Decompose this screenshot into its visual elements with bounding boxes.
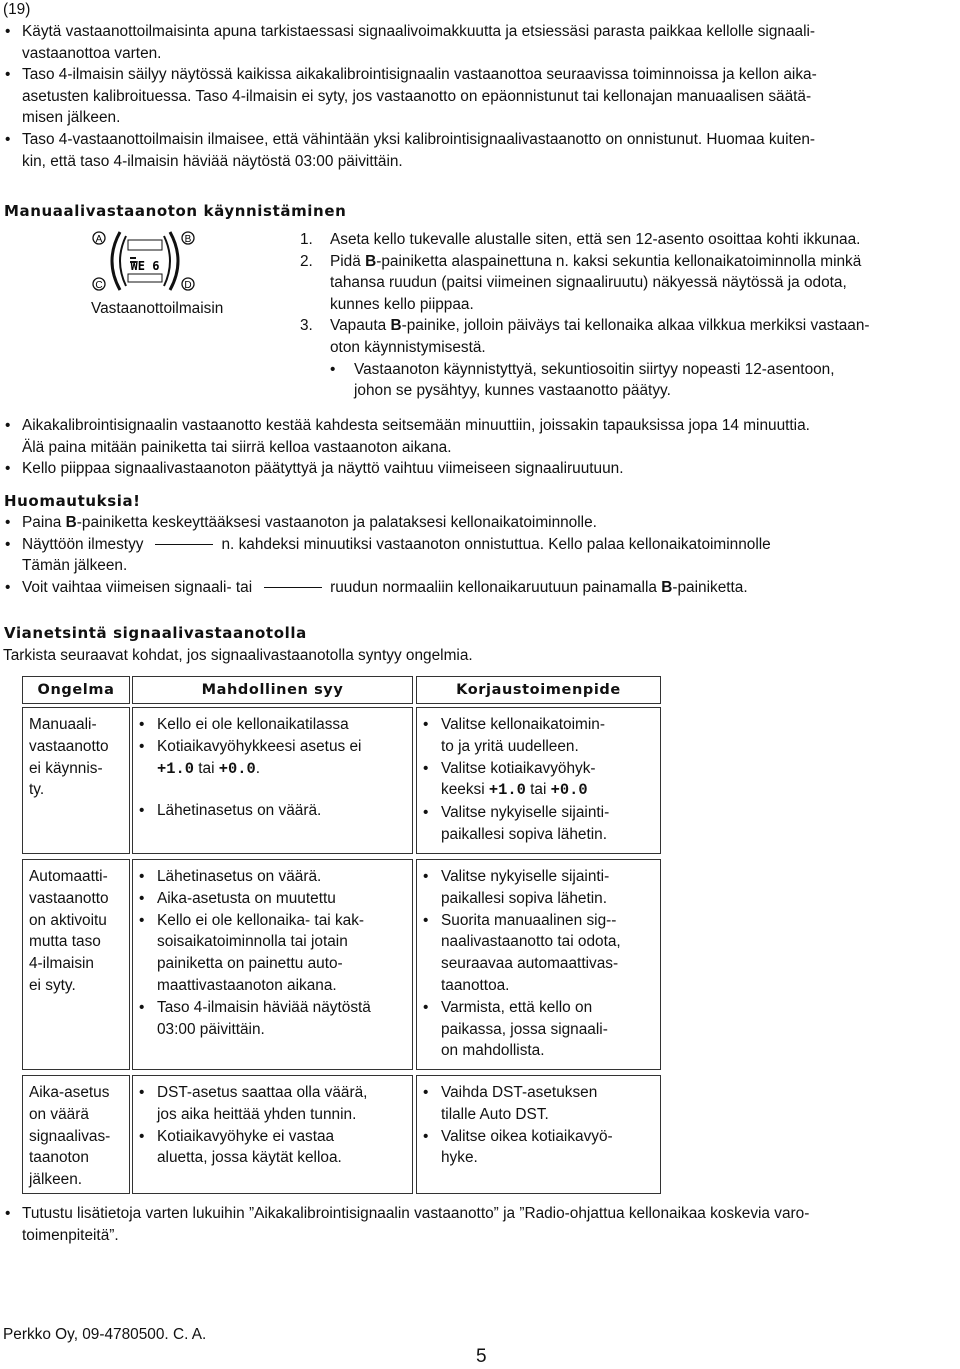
table-cell-problem: Manuaali- vastaanotto ei käynnis- ty. bbox=[22, 707, 130, 854]
watch-illustration bbox=[90, 228, 202, 294]
bullet-icon: • bbox=[423, 1084, 429, 1101]
watch-icon bbox=[90, 228, 202, 294]
steps-list bbox=[300, 229, 960, 402]
table-cell-fix: • Vaihda DST-asetuksen tilalle Auto DST. • Valitse oikea kotiaikavyö- hyke. bbox=[416, 1075, 661, 1194]
svg-text:WE 6: WE 6 bbox=[130, 259, 160, 273]
bullet-icon: • bbox=[423, 868, 429, 885]
troubleshoot-heading: Vianetsintä signaalivastaanotolla bbox=[4, 624, 307, 642]
bullet-icon: • bbox=[423, 716, 429, 733]
bullet-icon: • bbox=[5, 535, 11, 553]
page-number: 5 bbox=[476, 1346, 487, 1367]
step-2: 2. Pidä B-painiketta alaspainettuna n. kaksi sekuntia kellonaikatoiminnolla minkä tahansa ruudun (paitsi viimeinen signaaliruutu) näkyessä näytössä ja odota, kunnes kello piippaa. bbox=[300, 252, 862, 313]
bullet-icon: • bbox=[330, 360, 336, 378]
svg-text:B: B bbox=[184, 234, 192, 245]
table-cell-cause: • Kello ei ole kellonaikatilassa • Kotiaikavyöhykkeesi asetus ei +1.0 tai +0.0. • Lähetinasetus on väärä. bbox=[132, 707, 413, 854]
bullet-icon: • bbox=[423, 759, 429, 777]
bullet-icon: • bbox=[139, 737, 145, 755]
mid-bullets: • Aikakalibrointisignaalin vastaanotto kestää kahdesta seitsemään minuuttiin, joissakin tapauksissa jopa 14 minuuttia. Älä paina mitään painiketta tai siirrä kelloa vastaanoton aikana. • Kello piippaa signaalivastaanoton päätyttyä ja näyttö vaihtuu viimeiseen signaaliruutuun. bbox=[0, 415, 955, 480]
bullet-icon: • bbox=[139, 911, 145, 929]
bullet-icon: • bbox=[139, 868, 145, 885]
svg-text:D: D bbox=[184, 280, 192, 291]
svg-text:A: A bbox=[95, 234, 103, 245]
bullet-icon: • bbox=[139, 1084, 145, 1101]
bullet-icon: • bbox=[5, 514, 11, 531]
bullet-icon: • bbox=[5, 417, 11, 434]
table-header-problem: Ongelma bbox=[22, 676, 130, 704]
bullet-icon: • bbox=[139, 716, 145, 733]
bullet-icon: • bbox=[139, 802, 145, 820]
bullet-icon: • bbox=[5, 23, 11, 40]
table-cell-fix: • Valitse kellonaikatoimin- to ja yritä uudelleen. • Valitse kotiaikavyöhyk- keeksi +1.0 tai +0.0 • Valitse nykyiselle sijainti- paikallesi sopiva lähetin. bbox=[416, 707, 661, 854]
bullet-icon: • bbox=[5, 578, 11, 596]
table-header-cause: Mahdollinen syy bbox=[132, 676, 413, 704]
svg-text:C: C bbox=[95, 280, 103, 291]
footer-company: Perkko Oy, 09-4780500. C. A. bbox=[3, 1326, 207, 1343]
step-1: 1. Aseta kello tukevalle alustalle siten, että sen 12-asento osoittaa kohti ikkunaa. bbox=[300, 231, 861, 248]
notes-list: • Paina B-painiketta keskeyttääksesi vastaanoton ja palataksesi kellonaikatoiminnolle. • Näyttöön ilmestyy n. kahdeksi minuutiksi vastaanoton onnistuttua. Kello palaa kellonaikatoiminnolle Tämän jälkeen. • Voit vaihtaa viimeisen signaali- tai ruudun normaaliin kellonaikaruutuun painamalla B-painiketta. bbox=[0, 512, 955, 598]
bullet-icon: • bbox=[139, 889, 145, 907]
final-bullet: • Tutustu lisätietoja varten lukuihin ”Aikakalibrointisignaalin vastaanotto” ja ”Radio-ohjattua kellonaikaa koskevia varo- toimenpiteitä”. bbox=[5, 1205, 810, 1244]
step-3: 3. Vapauta B-painike, jolloin päiväys tai kellonaika alkaa vilkkua merkiksi vastaan- oton käynnistymisestä. • Vastaanoton käynnistyttyä, sekuntiosoitin siirtyy nopeasti 12-asentoon, johon se pysähtyy, kunnes vastaanotto päätyy. bbox=[300, 317, 870, 400]
intro-bullets: • Käytä vastaanottoilmaisinta apuna tarkistaessasi signaalivoimakkuutta ja etsiessäsi parasta paikkaa kellolle signaali- vastaanottoa varten. • Taso 4-ilmaisin säilyy näytössä kaikissa aikakalibrointisignaalin vastaanottoa seuraavissa toiminnoissa ja kellon aika- asetusten kalibroituessa. Taso 4-ilmaisin ei syty, jos vastaanotto on epäonnistunut tai kellonajan manuaalisen säätä- misen jälkeen. • Taso 4-vastaanottoilmaisin ilmaisee, että vähintään yksi kalibrointisignaalivastaanotto on onnistunut. Huomaa kuiten- kin, että taso 4-ilmaisin häviää näytöstä 03:00 päivittäin. bbox=[5, 23, 817, 170]
bullet-icon: • bbox=[139, 998, 145, 1016]
section-number: (19) bbox=[3, 1, 31, 18]
bullet-icon: • bbox=[423, 998, 429, 1016]
bullet-icon: • bbox=[5, 66, 11, 84]
table-cell-cause: • DST-asetus saattaa olla väärä, jos aika heittää yhden tunnin. • Kotiaikavyöhyke ei vastaa aluetta, jossa käytät kelloa. bbox=[132, 1075, 413, 1194]
troubleshoot-intro: Tarkista seuraavat kohdat, jos signaalivastaanotolla syntyy ongelmia. bbox=[3, 647, 473, 664]
notes-heading: Huomautuksia! bbox=[4, 492, 141, 510]
table-cell-fix: • Valitse nykyiselle sijainti- paikallesi sopiva lähetin. • Suorita manuaalinen sig-- naalivastaanotto tai odota, seuraavaa automaattivas- taanottoa. • Varmista, että kello on paikassa, jossa signaali- on mahdollista. bbox=[416, 859, 661, 1070]
bullet-icon: • bbox=[423, 804, 429, 822]
bullet-icon: • bbox=[423, 911, 429, 929]
bullet-icon: • bbox=[5, 460, 11, 478]
bullet-icon: • bbox=[5, 130, 11, 148]
table-header-fix: Korjaustoimenpide bbox=[416, 676, 661, 704]
manual-reception-heading: Manuaalivastaanoton käynnistäminen bbox=[4, 202, 347, 220]
watch-caption: Vastaanottoilmaisin bbox=[91, 300, 224, 317]
table-cell-cause: • Lähetinasetus on väärä. • Aika-asetusta on muutettu • Kello ei ole kellonaika- tai kak- soisaikatoiminnolla tai jotain painiketta on painettu auto- maattivastaanoton aikana. • Taso 4-ilmaisin häviää näytöstä 03:00 päivittäin. bbox=[132, 859, 413, 1070]
table-cell-problem: Aika-asetus on väärä signaalivas- taanoton jälkeen. bbox=[22, 1075, 130, 1194]
bullet-icon: • bbox=[139, 1127, 145, 1145]
bullet-icon: • bbox=[5, 1205, 11, 1222]
bullet-icon: • bbox=[423, 1127, 429, 1145]
table-cell-problem: Automaatti- vastaanotto on aktivoitu mutta taso 4-ilmaisin ei syty. bbox=[22, 859, 130, 1070]
